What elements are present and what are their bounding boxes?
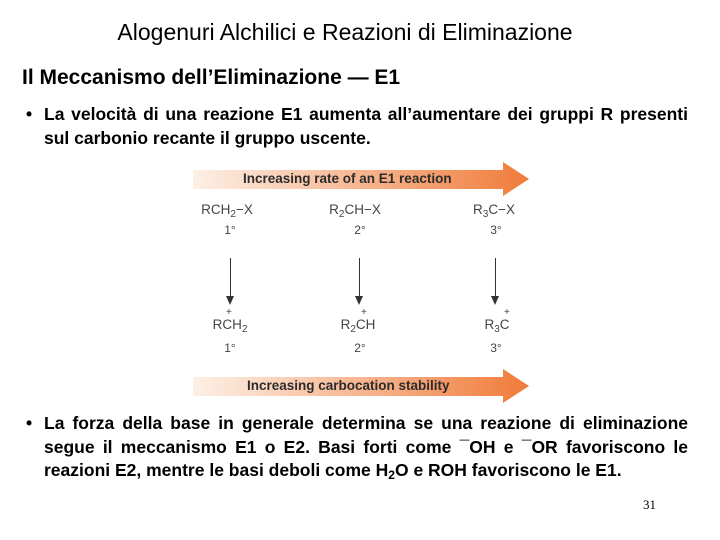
- tertiary-halide: $R_3C-X$: [473, 202, 515, 220]
- stability-arrow-label: Increasing carbocation stability: [247, 378, 450, 393]
- tertiary-carbocation: $R_3C$: [484, 317, 510, 335]
- bullet-dot: •: [26, 104, 33, 124]
- primary-charge: +: [226, 307, 232, 318]
- secondary-degree: 2°: [354, 223, 366, 237]
- bullet-1: [26, 103, 688, 150]
- reaction-arrowhead-2: [355, 296, 363, 305]
- rate-arrow-label: Increasing rate of an E1 reaction: [243, 171, 452, 186]
- slide-title: Alogenuri Alchilici e Reazioni di Eliminazione: [117, 19, 573, 45]
- secondary-charge: +: [361, 307, 367, 318]
- page-number: 31: [643, 497, 656, 512]
- slide-subtitle: Il Meccanismo dell’Eliminazione — E1: [22, 66, 401, 89]
- rate-arrow: [193, 162, 529, 200]
- tertiary-degree: 3°: [490, 223, 502, 237]
- reaction-arrowhead-3: [491, 296, 499, 305]
- secondary-carbocation: $R_2CH$: [340, 317, 376, 335]
- hydroxide: ¯OH: [459, 436, 496, 457]
- stability-arrow: [193, 369, 529, 407]
- reaction-arrow-1: [230, 258, 231, 298]
- secondary-cation-degree: 2°: [354, 341, 366, 355]
- bullet-dot: •: [26, 413, 33, 433]
- bullet-1-text: La velocità di una reazione E1 aumenta all’aumentare dei gruppi R presenti sul carbonio recante il gruppo uscente.: [44, 104, 688, 148]
- tertiary-charge: +: [504, 307, 510, 318]
- reaction-arrow-2: [359, 258, 360, 298]
- reaction-arrowhead-1: [226, 296, 234, 305]
- primary-degree: 1°: [224, 223, 236, 237]
- bullet-2-text: La forza della base in generale determina se una reazione di eliminazione segue il meccanismo E1 o E2. Basi forti come ¯OH e ¯OR favoriscono le reazioni E2, mentre le basi deboli come $H_2O$ e ROH favoriscono le E1.: [44, 413, 688, 482]
- reaction-arrow-3: [495, 258, 496, 298]
- primary-cation-degree: 1°: [224, 341, 236, 355]
- primary-halide: $RCH_2-X$: [201, 202, 253, 220]
- tertiary-cation-degree: 3°: [490, 341, 502, 355]
- primary-carbocation: $RCH_2$: [212, 317, 248, 335]
- secondary-halide: $R_2CH-X$: [329, 202, 381, 220]
- alkoxide: ¯OR: [521, 436, 558, 457]
- bullet-2: [26, 412, 688, 483]
